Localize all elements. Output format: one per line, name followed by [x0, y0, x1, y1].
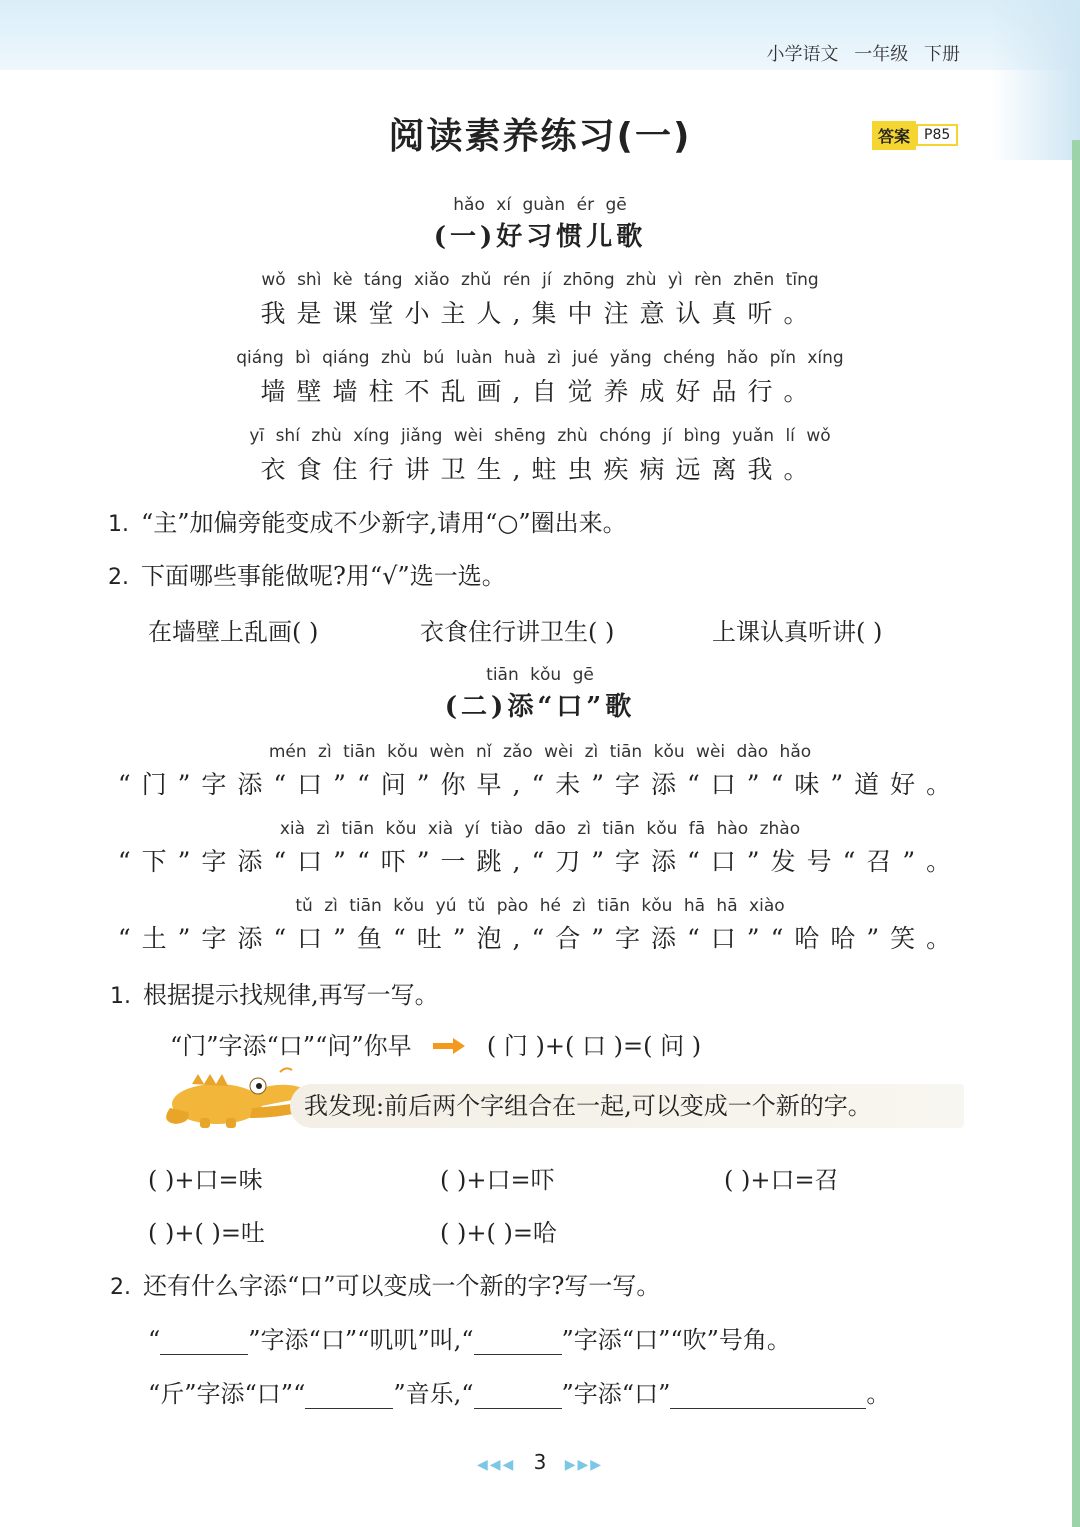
poem2-line2-pinyin: xià zì tiān kǒu xià yí tiào dāo zì tiān kǒu fā hào zhào [279, 819, 801, 839]
poem2-line2: “下”字添“口”“吓”一跳,“刀”字添“口”发号“召”。 [117, 847, 963, 876]
page-footer [0, 1450, 1080, 1474]
fill-blank[interactable] [160, 1326, 248, 1355]
header-volume: 下册 [924, 44, 960, 65]
s1-q2-option-3[interactable]: 上课认真听讲( ) [712, 618, 883, 646]
section2-title: (二)添“口”歌 [444, 692, 636, 722]
s2-question-1: 1. 根据提示找规律,再写一写。 [110, 981, 439, 1009]
poem1-line1: 我是课堂小主人,集中注意认真听。 [260, 299, 820, 328]
fill-blank[interactable] [474, 1380, 562, 1409]
s2-q2-line-1: “ ”字添“口”“叽叽”叫,“ ”字添“口”“吹”号角。 [148, 1326, 791, 1354]
s1-q2-option-2[interactable]: 衣食住行讲卫生( ) [420, 618, 615, 646]
s1-q2-option-1[interactable]: 在墙壁上乱画( ) [148, 618, 319, 646]
poem1-line3-pinyin: yī shí zhù xíng jiǎng wèi shēng zhù chóng jí bìng yuǎn lí wǒ [249, 426, 831, 446]
s2-q1-example [170, 1026, 701, 1062]
answer-label: 答案 [872, 121, 916, 150]
fill-blank[interactable] [474, 1326, 562, 1355]
answer-badge [872, 121, 958, 149]
s2-q1-blank-2[interactable]: ( )+口=吓 [440, 1166, 555, 1194]
poem1-line3: 衣食住行讲卫生,蛀虫疾病远离我。 [260, 455, 820, 484]
left-triangles-icon: ◀◀◀ [476, 1457, 516, 1473]
fill-blank[interactable] [305, 1380, 393, 1409]
s2-question-2: 2. 还有什么字添“口”可以变成一个新的字?写一写。 [110, 1272, 661, 1300]
s1-question-2: 2. 下面哪些事能做呢?用“√”选一选。 [108, 562, 506, 590]
section2-title-pinyin: tiān kǒu gē [486, 665, 594, 685]
poem1-line2: 墙壁墙柱不乱画,自觉养成好品行。 [260, 377, 820, 406]
s2-q1-blank-1[interactable]: ( )+口=味 [148, 1166, 263, 1194]
poem2-line1: “门”字添“口”“问”你早,“未”字添“口”“味”道好。 [117, 770, 963, 799]
poem2-line3-pinyin: tǔ zì tiān kǒu yú tǔ pào hé zì tiān kǒu hā hā xiào [295, 896, 785, 916]
example-left: “门”字添“口”“问”你早 [170, 1032, 412, 1060]
header-info [767, 40, 960, 66]
page-title: 阅读素养练习(一) [388, 116, 692, 157]
header-subject: 小学语文 [766, 44, 839, 65]
example-right: ( 门 )+( 口 )=( 问 ) [486, 1032, 702, 1060]
right-arrow-icon [431, 1034, 467, 1062]
s2-q1-blank-4[interactable]: ( )+( )=吐 [148, 1219, 265, 1247]
s2-q2-line-2: “斤”字添“口”“ ”音乐,“ ”字添“口” 。 [148, 1380, 891, 1408]
s2-q1-blank-5[interactable]: ( )+( )=哈 [440, 1219, 557, 1247]
s1-question-1: 1. “主”加偏旁能变成不少新字,请用“○”圈出来。 [108, 509, 627, 537]
poem1-line2-pinyin: qiáng bì qiáng zhù bú luàn huà zì jué yǎng chéng hǎo pǐn xíng [236, 348, 844, 368]
poem2-line1-pinyin: mén zì tiān kǒu wèn nǐ zǎo wèi zì tiān kǒu wèi dào hǎo [268, 742, 812, 762]
discovery-tip: 我发现:前后两个字组合在一起,可以变成一个新的字。 [290, 1084, 964, 1128]
answer-page: P85 [916, 124, 958, 146]
section1-title: (一)好习惯儿歌 [433, 222, 647, 252]
poem1-line1-pinyin: wǒ shì kè táng xiǎo zhǔ rén jí zhōng zhù yì rèn zhēn tīng [261, 270, 819, 290]
crocodile-icon [162, 1062, 312, 1132]
s2-q1-blank-3[interactable]: ( )+口=召 [724, 1166, 839, 1194]
right-triangles-icon: ▶▶▶ [564, 1457, 604, 1473]
poem2-line3: “土”字添“口”鱼“吐”泡,“合”字添“口”“哈哈”笑。 [117, 924, 963, 953]
page-number: 3 [533, 1450, 547, 1474]
section1-title-pinyin: hǎo xí guàn ér gē [453, 195, 627, 215]
header-grade: 一年级 [854, 44, 909, 65]
fill-blank[interactable] [670, 1380, 866, 1409]
